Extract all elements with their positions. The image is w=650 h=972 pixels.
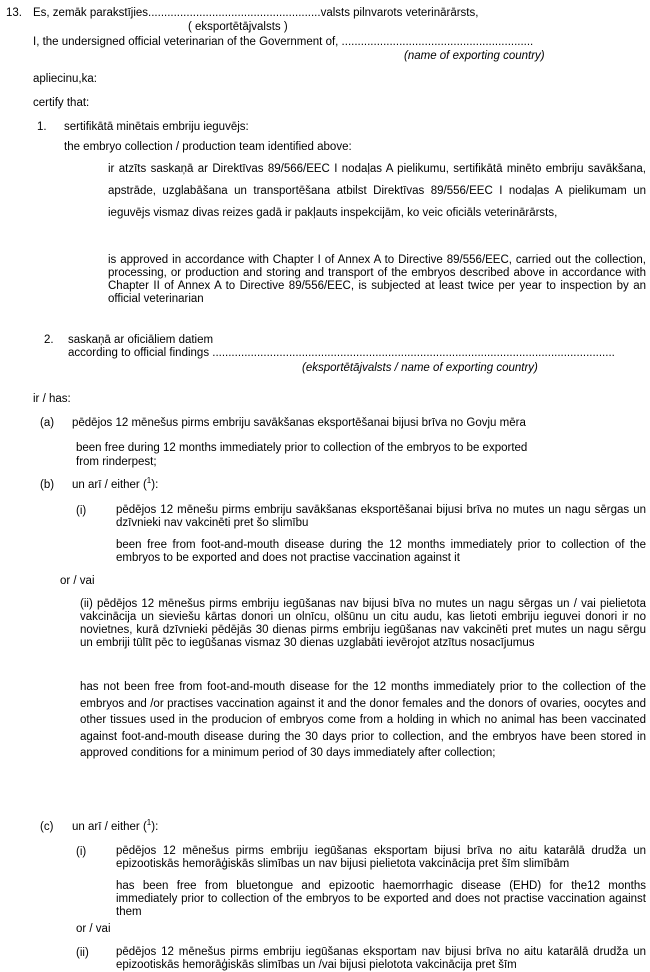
item-c-i-label: (i) xyxy=(76,846,87,858)
item-b-i-en: been free from foot-and-mouth disease during the 12 months immediately prior to collection of the embryos to be exported and does not practise vaccination against it xyxy=(116,539,646,564)
item-b-i-label: (i) xyxy=(76,505,87,517)
item1-number: 1. xyxy=(37,121,47,133)
footnote-ref: 1 xyxy=(146,818,152,828)
item-b-either-text: un arī / either ( xyxy=(72,479,147,491)
item-c-either-text: un arī / either ( xyxy=(72,821,147,833)
item1-lv-body: ir atzīts saskaņā ar Direktīvas 89/566/EEC I nodaļas A pielikumu, sertifikātā minēto embriju savākšana, apstrāde, uzglabāšana un transportēšana atbilst Direktīvas 89/556/EEC I nodaļas A pielikumam un ieguvējs vismaz divas reizes gadā ir pakļauts inspekcijām, ko veic oficiāls veterinārārsts, xyxy=(108,163,646,219)
item-c-either-close: ): xyxy=(151,821,159,833)
item-b-either-close: ): xyxy=(151,479,159,491)
section-number: 13. xyxy=(6,7,22,19)
item-a-label: (a) xyxy=(40,417,55,429)
certify-en: certify that: xyxy=(33,97,90,109)
item-b-ii-en: has not been free from foot-and-mouth disease for the 12 months immediately prior to the collection of the embryos and /or practises vaccination against it and the donor females and the donors of ovaries, oocytes and other tissues used in the producion of embryos come from a holding in which no animal has been vaccinated against foot-and-mouth disease during the 30 days prior to collection, and the embryos have been stored in approved conditions for a minimum period of 30 days immediately after collection; xyxy=(80,681,646,759)
item-c-i-lv: pēdējos 12 mēnešus pirms embriju iegūšanas eksportam bijusi brīva no aitu katarālā drudža un epizootiskās hemorāģiskās slimības un nav bijusi pielietota vakcinācija pret šīm slimībām xyxy=(116,845,646,870)
item-c-ii-lv: pēdējos 12 mēnešus pirms embriju iegūšanas eksportam nav bijusi brīva no aitu katarālā drudža un epizootiskās hemorāģiskās slimības un /vai bijusi pielotota vakcinācija pret šīm xyxy=(116,946,646,971)
ir-has: ir / has: xyxy=(33,393,71,405)
item2-number: 2. xyxy=(44,334,54,346)
item-c-or: or / vai xyxy=(76,923,111,935)
item1-lv-head: sertifikātā minētais embriju ieguvējs: xyxy=(64,121,249,133)
header-lv-sub: ( eksportētājvalsts ) xyxy=(188,21,288,33)
item-c-i-en: has been free from bluetongue and epizootic haemorrhagic disease (EHD) for the12 months immediately prior to collection of the embryos to be exported and does not practise vaccination against them xyxy=(116,880,646,918)
header-en-sub: (name of exporting country) xyxy=(404,50,545,62)
item-a-en2: from rinderpest; xyxy=(76,456,157,468)
footnote-ref: 1 xyxy=(146,476,152,486)
item-b-ii-lv: (ii) pēdējos 12 mēnešus pirms embriju iegūšanas nav bijusi bīva no mutes un nagu sērgas un / vai pielietota vakcinācija un sieviešu kārtas donori un olnīcu, olšūnu un citu audu, kas lietoti embriju ieguvei donori ir no novietnes, kurā dzīvnieki pēdējās 30 dienas pirms embriju iegūšanas nav vakcinēti pret mutes un nagu sērgu un embriji tūlīt pēc to iegūšanas vismaz 30 dienas uzglabāti ievērojot atzītus nosacījumus xyxy=(80,598,646,649)
item-b-label: (b) xyxy=(40,479,55,491)
item-a-en1: been free during 12 months immediately prior to collection of the embryos to be exported xyxy=(76,442,528,454)
item1-en-body: is approved in accordance with Chapter I of Annex A to Directive 89/556/EEC, carried out the collection, processing, or production and storing and transport of the embryos described above in accordance with Chapter II of Annex A to Directive 89/556/EEC, is subjected at least twice per year to inspection by an official veterinarian xyxy=(108,254,646,305)
item2-en: according to official findings .............................................................................................................................. xyxy=(68,347,615,359)
item2-sub: (eksportētājvalsts / name of exporting country) xyxy=(302,362,538,374)
item1-en-head: the embryo collection / production team identified above: xyxy=(64,141,352,153)
item-b-i-lv: pēdējos 12 mēnešu pirms embriju savākšanas eksportēšanai bijusi brīva no mutes un nagu sērgas un dzīvnieki nav vakcinēti pret šo slimību xyxy=(116,504,646,529)
header-en-line: I, the undersigned official veterinarian of the Government of, ............................................................ xyxy=(33,36,534,48)
item-c-label: (c) xyxy=(40,821,54,833)
item-b-or: or / vai xyxy=(60,575,95,587)
item-a-lv: pēdējos 12 mēnešus pirms embriju savākšanas eksportēšanai bijusi brīva no Govju mēra xyxy=(72,417,526,429)
certify-lv: apliecinu,ka: xyxy=(33,73,97,85)
item2-lv: saskaņā ar oficiāliem datiem xyxy=(68,334,214,346)
item-c-ii-label: (ii) xyxy=(76,947,89,959)
item-b-either xyxy=(72,478,158,492)
item-c-either xyxy=(72,820,158,834)
header-lv-line: Es, zemāk parakstījies......................................................valsts pilnvarots veterinārārsts, xyxy=(33,7,479,19)
